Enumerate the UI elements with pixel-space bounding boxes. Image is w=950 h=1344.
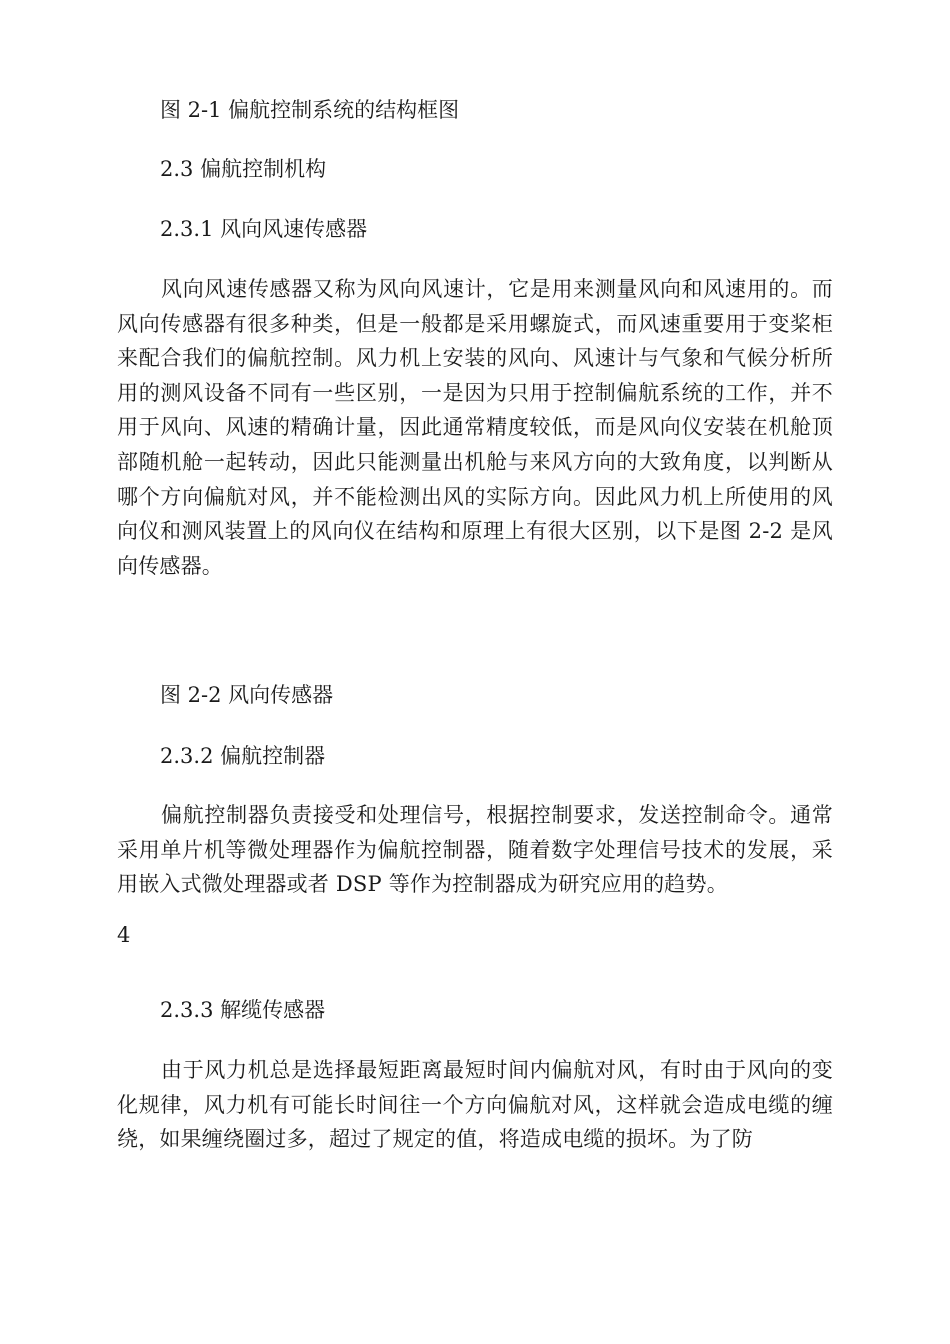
section-2-3-heading: 2.3 偏航控制机构 [160, 157, 327, 181]
section-2-3-2-heading: 2.3.2 偏航控制器 [160, 744, 326, 768]
section-2-3-1-heading: 2.3.1 风向风速传感器 [160, 217, 368, 241]
paragraph-yaw-controller: 偏航控制器负责接受和处理信号，根据控制要求，发送控制命令。通常采用单片机等微处理器作为偏航控制器，随着数字处理信号技术的发展，采用嵌入式微处理器或者 DSP 等作为控制器成为研究应用的趋势。 [117, 803, 833, 897]
figure-2-1-caption: 图 2-1 偏航控制系统的结构框图 [160, 98, 460, 122]
page-number: 4 [117, 923, 131, 947]
paragraph-wind-sensor: 风向风速传感器又称为风向风速计，它是用来测量风向和风速用的。而风向传感器有很多种类，但是一般都是采用螺旋式，而风速重要用于变桨柜来配合我们的偏航控制。风力机上安装的风向、风速计与气象和气候分析所用的测风设备不同有一些区别，一是因为只用于控制偏航系统的工作，并不用于风向、风速的精确计量，因此通常精度较低，而是风向仪安装在机舱顶部随机舱一起转动，因此只能测量出机舱与来风方向的大致角度，以判断从哪个方向偏航对风，并不能检测出风的实际方向。因此风力机上所使用的风向仪和测风装置上的风向仪在结构和原理上有很大区别，以下是图 2-2 是风向传感器。 [117, 277, 833, 578]
figure-2-2-caption: 图 2-2 风向传感器 [160, 683, 334, 707]
section-2-3-3-heading: 2.3.3 解缆传感器 [160, 998, 326, 1022]
paragraph-untwist-sensor: 由于风力机总是选择最短距离最短时间内偏航对风，有时由于风向的变化规律，风力机有可能长时间往一个方向偏航对风，这样就会造成电缆的缠绕，如果缠绕圈过多，超过了规定的值，将造成电缆的损坏。为了防 [117, 1058, 833, 1152]
